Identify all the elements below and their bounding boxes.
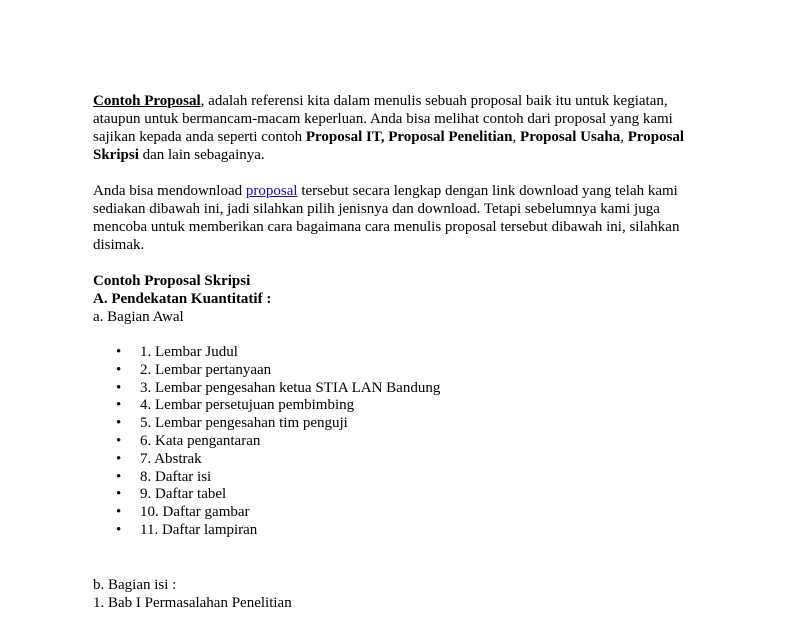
- bullet-icon: •: [116, 361, 122, 378]
- intro-sep-1: ,: [512, 129, 521, 145]
- bullet-icon: •: [116, 521, 122, 538]
- toc-list: [93, 344, 713, 540]
- list-spacer: [93, 326, 713, 344]
- part-b-item-1: 1. Bab I Permasalahan Penelitian: [93, 594, 292, 611]
- section-spacer: [93, 540, 713, 576]
- proposal-link[interactable]: proposal: [245, 183, 298, 199]
- document-page: [93, 92, 713, 612]
- intro-paragraph: [93, 92, 713, 164]
- bullet-icon: •: [116, 415, 122, 432]
- bullet-icon: •: [116, 468, 122, 485]
- intro-bold-3: Proposal Skripsi: [93, 129, 685, 163]
- list-item-text: 4. Lembar persetujuan pembimbing: [140, 397, 355, 414]
- intro-sep-2: ,: [620, 129, 628, 145]
- intro-bold-2: Proposal Usaha: [520, 129, 621, 145]
- paragraph-spacer: [93, 254, 713, 272]
- list-item-text: 2. Lembar pertanyaan: [140, 361, 272, 378]
- download-paragraph: [93, 182, 713, 254]
- list-item: [93, 344, 713, 362]
- bullet-icon: •: [116, 486, 122, 503]
- bullet-icon: •: [116, 504, 122, 521]
- paragraph-spacer: [93, 164, 713, 182]
- list-item-text: 11. Daftar lampiran: [140, 521, 258, 538]
- bullet-icon: •: [116, 344, 122, 360]
- section-subheading: A. Pendekatan Kuantitatif :: [93, 291, 272, 307]
- bullet-icon: •: [116, 432, 122, 449]
- list-item-text: 5. Lembar pengesahan tim penguji: [140, 415, 348, 432]
- list-item-text: 1. Lembar Judul: [140, 344, 238, 360]
- list-item-text: 10. Daftar gambar: [140, 504, 250, 521]
- list-item: [93, 451, 713, 469]
- list-item-text: 9. Daftar tabel: [140, 486, 227, 503]
- list-item-text: 8. Daftar isi: [140, 468, 212, 485]
- bullet-icon: •: [116, 450, 122, 467]
- download-text-2: tersebut secara lengkap dengan link download yang telah kami sediakan dibawah ini, jadi silahkan pilih jenisnya dan download. Tetapi sebelumnya kami juga mencoba untuk memberikan cara bagaimana cara menulis proposal tersebut dibawah ini, silahkan disimak.: [93, 183, 680, 253]
- list-item: [93, 486, 713, 504]
- intro-bold-1: Proposal IT, Proposal Penelitian: [305, 129, 513, 145]
- list-item: [93, 433, 713, 451]
- list-item: [93, 469, 713, 487]
- list-item-text: 3. Lembar pengesahan ketua STIA LAN Bandung: [140, 379, 441, 396]
- intro-text-1: , adalah referensi kita dalam menulis sebuah proposal baik itu untuk kegiatan, ataupun untuk bermancam-macam keperluan. Anda bisa melihat contoh dari proposal yang kami sajikan kepada anda seperti contoh: [93, 93, 673, 145]
- part-a-heading: a. Bagian Awal: [93, 309, 184, 325]
- list-item: [93, 380, 713, 398]
- intro-text-2: dan lain sebagainya.: [138, 147, 265, 163]
- intro-title-link[interactable]: Contoh Proposal: [93, 93, 201, 109]
- list-item-text: 7. Abstrak: [140, 450, 202, 467]
- list-item: [93, 362, 713, 380]
- section-heading: Contoh Proposal Skripsi: [93, 273, 251, 289]
- list-item: [93, 522, 713, 540]
- list-item: [93, 397, 713, 415]
- bullet-icon: •: [116, 397, 122, 414]
- list-item: [93, 415, 713, 433]
- list-item: [93, 504, 713, 522]
- bullet-icon: •: [116, 379, 122, 396]
- download-text-1: Anda bisa mendownload: [93, 183, 246, 199]
- part-b-heading: b. Bagian isi :: [93, 576, 177, 593]
- list-item-text: 6. Kata pengantaran: [140, 432, 261, 449]
